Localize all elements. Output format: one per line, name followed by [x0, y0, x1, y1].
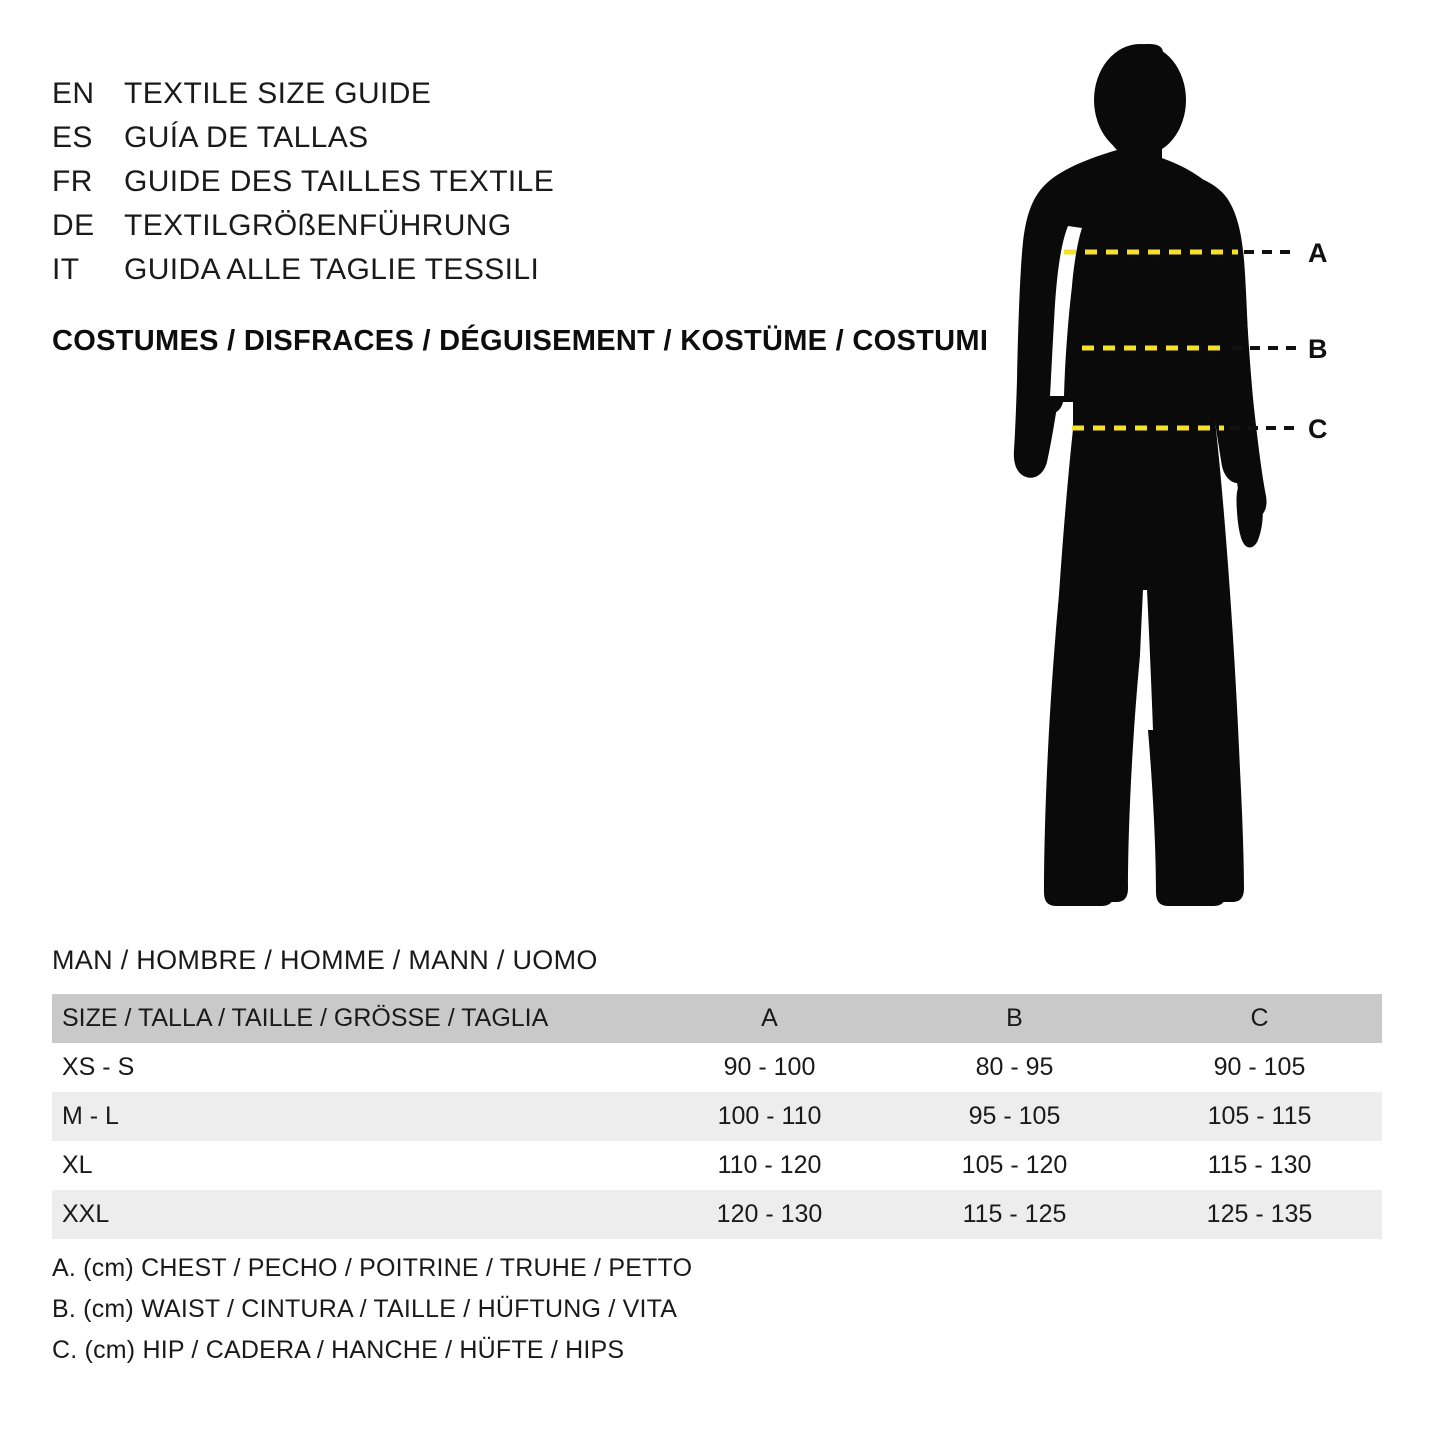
column-header-c: C [1137, 994, 1382, 1043]
cell-size: XL [52, 1141, 647, 1190]
legend-line-c: C. (cm) HIP / CADERA / HANCHE / HÜFTE / HIPS [52, 1336, 625, 1364]
cell-size: M - L [52, 1092, 647, 1141]
cell-b: 95 - 105 [892, 1092, 1137, 1141]
size-table [52, 994, 1382, 1239]
table-header-row [52, 994, 1382, 1043]
cell-b: 80 - 95 [892, 1043, 1137, 1092]
marker-label-b: B [1308, 334, 1328, 364]
language-row [52, 116, 952, 160]
marker-label-a: A [1308, 238, 1328, 268]
language-code: IT [52, 253, 80, 286]
measurement-legend [52, 1248, 1052, 1371]
language-label: TEXTILGRÖßENFÜHRUNG [124, 209, 512, 242]
column-header-size: SIZE / TALLA / TAILLE / GRÖSSE / TAGLIA [52, 994, 647, 1043]
legend-line-b: B. (cm) WAIST / CINTURA / TAILLE / HÜFTUNG / VITA [52, 1295, 678, 1323]
cell-c: 90 - 105 [1137, 1043, 1382, 1092]
language-row [52, 72, 952, 116]
table-row [52, 1141, 1382, 1190]
cell-b: 115 - 125 [892, 1190, 1137, 1239]
cell-c: 115 - 130 [1137, 1141, 1382, 1190]
language-label: GUIDE DES TAILLES TEXTILE [124, 165, 555, 198]
language-label: GUIDA ALLE TAGLIE TESSILI [124, 253, 540, 286]
language-code: DE [52, 209, 95, 242]
cell-size: XS - S [52, 1043, 647, 1092]
size-table-section [52, 945, 1382, 1239]
table-row [52, 1092, 1382, 1141]
silhouette-figure [960, 30, 1380, 910]
table-row [52, 1190, 1382, 1239]
legend-line-a: A. (cm) CHEST / PECHO / POITRINE / TRUHE / PETTO [52, 1254, 693, 1282]
language-row [52, 160, 952, 204]
language-code: ES [52, 121, 93, 154]
language-label: GUÍA DE TALLAS [124, 121, 369, 154]
language-row [52, 248, 952, 292]
table-row [52, 1043, 1382, 1092]
cell-b: 105 - 120 [892, 1141, 1137, 1190]
marker-label-c: C [1308, 414, 1328, 444]
cell-a: 90 - 100 [647, 1043, 892, 1092]
column-header-b: B [892, 994, 1137, 1043]
language-row [52, 204, 952, 248]
language-code: EN [52, 77, 95, 110]
cell-c: 105 - 115 [1137, 1092, 1382, 1141]
table-title: MAN / HOMBRE / HOMME / MANN / UOMO [52, 945, 598, 975]
cell-a: 100 - 110 [647, 1092, 892, 1141]
category-title: COSTUMES / DISFRACES / DÉGUISEMENT / KOSTÜME / COSTUMI [52, 325, 989, 357]
cell-a: 110 - 120 [647, 1141, 892, 1190]
language-label: TEXTILE SIZE GUIDE [124, 77, 432, 110]
cell-c: 125 - 135 [1137, 1190, 1382, 1239]
cell-size: XXL [52, 1190, 647, 1239]
column-header-a: A [647, 994, 892, 1043]
language-code: FR [52, 165, 93, 198]
cell-a: 120 - 130 [647, 1190, 892, 1239]
language-list [52, 72, 952, 292]
